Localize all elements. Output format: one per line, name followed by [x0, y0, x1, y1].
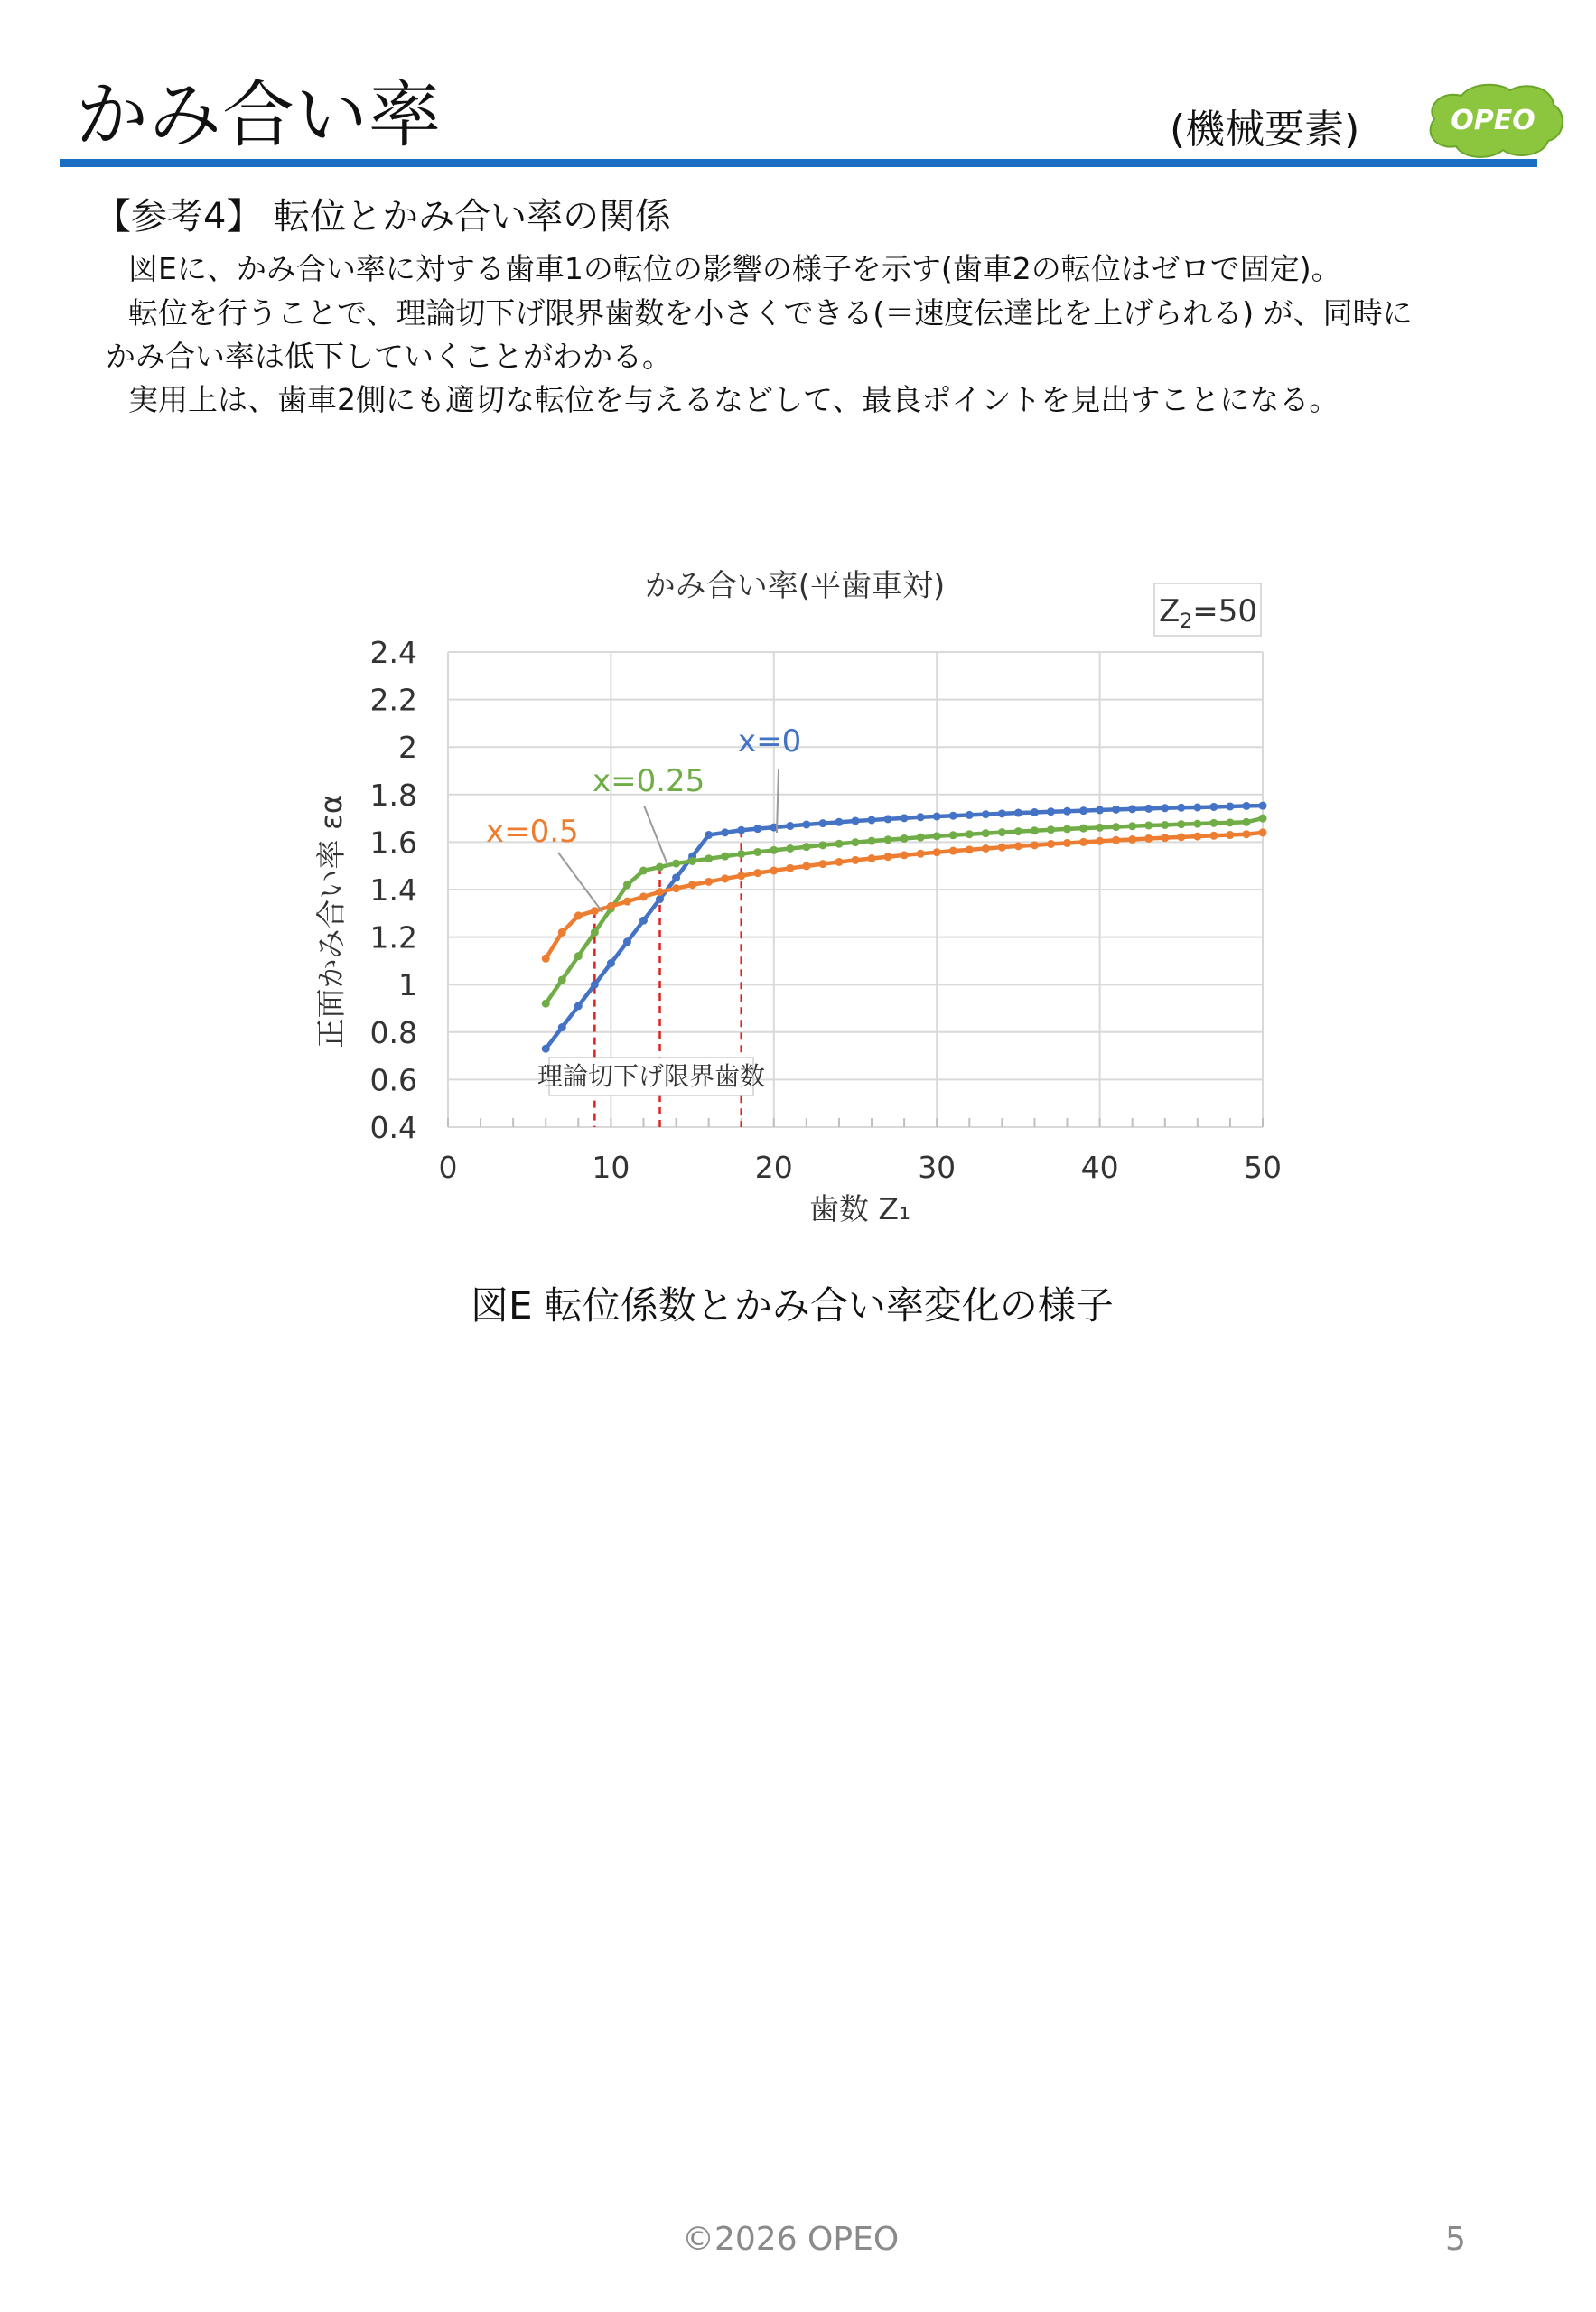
series-0-point-17 — [818, 819, 826, 827]
series-0-point-31 — [1047, 807, 1055, 816]
chart-container — [271, 542, 1310, 1246]
series-1-point-8 — [672, 860, 680, 868]
series-1-point-33 — [1079, 825, 1087, 833]
series-0-point-43 — [1242, 802, 1250, 810]
series-1-point-42 — [1226, 818, 1234, 826]
y-axis-label: 正面かみ合い率 εα — [313, 794, 349, 1049]
series-2-point-11 — [721, 874, 729, 882]
series-1-point-36 — [1128, 822, 1136, 830]
series-2-point-6 — [639, 892, 648, 900]
header-divider — [60, 159, 1537, 167]
x-tick-label-2: 20 — [754, 1150, 793, 1185]
series-2-point-28 — [998, 844, 1006, 852]
series-2-point-41 — [1209, 832, 1218, 840]
series-0-point-23 — [917, 813, 925, 821]
series-2-point-30 — [1031, 841, 1039, 849]
y-tick-label-9: 2.2 — [369, 682, 417, 718]
series-0-point-0 — [542, 1045, 550, 1053]
y-tick-label-3: 1 — [398, 967, 417, 1003]
series-1-point-7 — [656, 863, 664, 872]
series-0-point-3 — [591, 981, 599, 989]
series-0-point-26 — [966, 811, 974, 819]
series-label-1: x=0.25 — [593, 763, 705, 799]
series-1-point-20 — [868, 837, 876, 845]
x-tick-labels — [439, 1150, 1283, 1185]
y-tick-labels — [370, 635, 417, 1145]
series-2-point-38 — [1161, 834, 1169, 842]
series-1-point-11 — [721, 853, 729, 861]
series-2-point-42 — [1226, 831, 1234, 839]
series-2-point-25 — [949, 847, 957, 855]
series-1-point-40 — [1193, 820, 1201, 828]
series-1-point-29 — [1014, 827, 1022, 835]
series-0-point-19 — [852, 816, 860, 825]
contact-ratio-chart — [271, 542, 1310, 1246]
z2-note-prefix: Z — [1159, 593, 1181, 629]
series-2-point-23 — [917, 850, 925, 858]
series-1-point-16 — [802, 843, 810, 851]
y-tick-label-8: 2 — [398, 730, 417, 766]
y-tick-label-5: 1.4 — [369, 872, 417, 908]
series-1-point-38 — [1161, 821, 1169, 829]
series-0-point-15 — [786, 822, 794, 830]
series-2-point-8 — [672, 884, 680, 892]
y-tick-label-2: 0.8 — [369, 1014, 417, 1050]
page-title: かみ合い率 — [76, 73, 442, 157]
series-1-point-44 — [1259, 815, 1267, 823]
series-0-point-36 — [1128, 805, 1136, 813]
series-0-point-44 — [1259, 802, 1267, 810]
series-1-point-5 — [623, 881, 631, 889]
series-2-point-1 — [558, 928, 566, 937]
series-0-point-25 — [949, 812, 957, 820]
series-2-point-24 — [933, 848, 941, 856]
x-tick-label-3: 30 — [918, 1150, 957, 1185]
series-0-point-2 — [574, 1002, 583, 1010]
x-axis-label: 歯数 Z₁ — [808, 1191, 911, 1226]
x-tick-label-1: 10 — [592, 1150, 630, 1185]
y-tick-label-6: 1.6 — [369, 825, 417, 861]
series-2-point-15 — [786, 864, 794, 872]
paragraph-line-2: 転位を行うことで、理論切下げ限界歯数を小さくできる(＝速度伝達比を上げられる) が、同時に — [128, 295, 1413, 331]
series-1-point-35 — [1112, 823, 1120, 831]
series-0-point-33 — [1079, 806, 1087, 815]
series-1-point-6 — [639, 866, 648, 874]
series-leader-2 — [558, 853, 602, 912]
series-2-point-39 — [1177, 833, 1185, 841]
series-1-point-24 — [933, 832, 941, 840]
y-tick-label-7: 1.8 — [369, 777, 417, 813]
series-1-point-30 — [1031, 826, 1039, 834]
series-1-point-0 — [542, 1000, 550, 1008]
series-1-point-43 — [1242, 818, 1250, 826]
series-0-point-11 — [721, 828, 729, 836]
series-1-point-22 — [901, 834, 909, 843]
series-2-point-27 — [982, 844, 990, 853]
series-0-point-21 — [884, 815, 892, 823]
series-2-point-26 — [966, 845, 974, 853]
series-2-point-36 — [1128, 835, 1136, 844]
series-0-point-4 — [607, 959, 615, 967]
series-0-point-34 — [1096, 806, 1104, 814]
series-0-point-38 — [1161, 804, 1169, 812]
series-0-point-18 — [835, 818, 843, 826]
chart-title: かみ合い率(平歯車対) — [644, 568, 946, 604]
series-1-point-19 — [852, 838, 860, 846]
x-tick-label-5: 50 — [1244, 1150, 1282, 1185]
series-2-point-12 — [737, 872, 745, 880]
series-0-point-27 — [982, 810, 990, 818]
series-0-point-16 — [802, 820, 810, 828]
series-0-point-40 — [1193, 804, 1201, 812]
series-1-point-28 — [998, 828, 1006, 836]
series-1-point-10 — [705, 854, 713, 862]
chart-series — [542, 802, 1267, 1053]
series-2-point-43 — [1242, 830, 1250, 838]
y-tick-label-1: 0.6 — [369, 1062, 417, 1098]
series-1-point-23 — [917, 834, 925, 842]
z2-note — [1154, 583, 1261, 636]
x-tick-label-0: 0 — [438, 1150, 458, 1185]
chart-grid — [448, 652, 1263, 1127]
series-0-point-8 — [672, 873, 680, 881]
series-2-point-40 — [1193, 833, 1201, 841]
series-2-point-32 — [1063, 839, 1071, 847]
series-2-point-21 — [884, 853, 892, 861]
undercut-annotation — [537, 1058, 765, 1095]
series-0-point-13 — [753, 825, 761, 833]
series-1-point-1 — [558, 975, 566, 984]
series-0-point-20 — [868, 816, 876, 824]
logo-text: OPEO — [1451, 105, 1535, 136]
series-label-0: x=0 — [738, 723, 802, 760]
undercut-annotation-label: 理論切下げ限界歯数 — [537, 1061, 766, 1091]
series-1-point-34 — [1096, 824, 1104, 832]
series-1-point-32 — [1063, 825, 1071, 833]
series-2-point-10 — [705, 878, 713, 886]
series-2-point-17 — [818, 860, 826, 868]
series-2-point-31 — [1047, 840, 1055, 848]
y-tick-label-10: 2.4 — [369, 635, 417, 670]
svg-text:Z2=50 — [1159, 593, 1257, 633]
series-1-point-13 — [753, 848, 761, 856]
series-2-point-16 — [802, 862, 810, 870]
series-2-point-0 — [542, 955, 550, 963]
y-tick-label-4: 1.2 — [369, 919, 417, 956]
series-1-point-41 — [1209, 819, 1218, 827]
series-1-point-21 — [884, 835, 892, 844]
series-2-point-2 — [574, 911, 583, 919]
section-heading: 【参考4】 転位とかみ合い率の関係 — [95, 196, 672, 238]
series-1-point-39 — [1177, 820, 1185, 828]
series-0-point-29 — [1014, 809, 1022, 817]
series-2-point-44 — [1259, 828, 1267, 836]
paragraph-line-1: 図Eに、かみ合い率に対する歯車1の転位の影響の様子を示す(歯車2の転位はゼロで固定)。 — [128, 251, 1341, 286]
series-0-point-37 — [1144, 805, 1153, 813]
series-leader-0 — [777, 769, 779, 833]
opeo-logo — [1416, 78, 1570, 161]
series-2-point-35 — [1112, 836, 1120, 844]
series-0-point-28 — [998, 809, 1006, 817]
series-1-point-2 — [574, 952, 583, 960]
series-2-point-33 — [1079, 838, 1087, 846]
figure-caption: 図E 転位係数とかみ合い率変化の様子 — [471, 1283, 1114, 1328]
z2-note-suffix: =50 — [1192, 593, 1258, 629]
series-1-point-17 — [818, 841, 826, 849]
paragraph-line-3: かみ合い率は低下していくことがわかる。 — [106, 339, 672, 374]
series-1-point-25 — [949, 831, 957, 839]
series-1-point-15 — [786, 844, 794, 853]
series-2-point-18 — [835, 858, 843, 866]
series-1-point-12 — [737, 850, 745, 858]
series-2-point-37 — [1144, 834, 1153, 843]
category-label: (機械要素) — [1170, 107, 1360, 153]
series-2-point-5 — [623, 898, 631, 906]
series-1-point-31 — [1047, 825, 1055, 834]
paragraph-line-4: 実用上は、歯車2側にも適切な転位を与えるなどして、最良ポイントを見出すことになる。 — [128, 382, 1339, 417]
series-1-point-18 — [835, 840, 843, 848]
series-label-2: x=0.5 — [486, 814, 579, 850]
series-0-point-10 — [705, 831, 713, 839]
series-2-point-13 — [753, 869, 761, 877]
series-2-point-34 — [1096, 837, 1104, 845]
series-leader-1 — [644, 806, 668, 867]
x-tick-label-4: 40 — [1080, 1150, 1119, 1185]
series-2-point-3 — [591, 907, 599, 915]
page-number: 5 — [1445, 2221, 1466, 2258]
series-0-point-1 — [558, 1023, 566, 1031]
series-0-point-6 — [639, 917, 648, 925]
series-2-point-7 — [656, 888, 664, 896]
footer-copyright: ©2026 OPEO — [682, 2221, 900, 2258]
series-1-point-27 — [982, 829, 990, 837]
series-2-point-29 — [1014, 842, 1022, 850]
series-2-point-20 — [868, 854, 876, 862]
series-2-point-4 — [607, 902, 615, 910]
series-2-point-9 — [688, 881, 696, 889]
series-0-point-7 — [656, 895, 664, 903]
series-0-point-5 — [623, 937, 631, 946]
series-0-point-12 — [737, 826, 745, 834]
series-1-point-3 — [591, 928, 599, 937]
series-0-point-22 — [901, 814, 909, 822]
series-2-point-19 — [852, 856, 860, 864]
series-2-point-14 — [770, 866, 778, 874]
series-0-point-32 — [1063, 807, 1071, 816]
series-0-point-35 — [1112, 806, 1120, 814]
series-0-point-39 — [1177, 804, 1185, 812]
series-0-point-30 — [1031, 808, 1039, 816]
series-2-point-22 — [901, 851, 909, 859]
series-1-point-14 — [770, 846, 778, 854]
series-1-point-9 — [688, 857, 696, 865]
y-tick-label-0: 0.4 — [369, 1110, 417, 1145]
series-0-point-24 — [933, 812, 941, 820]
series-0-point-42 — [1226, 802, 1234, 810]
series-1-point-26 — [966, 830, 974, 838]
z2-note-subscript: 2 — [1180, 611, 1193, 633]
series-1-point-37 — [1144, 821, 1153, 829]
series-0-point-41 — [1209, 803, 1218, 811]
